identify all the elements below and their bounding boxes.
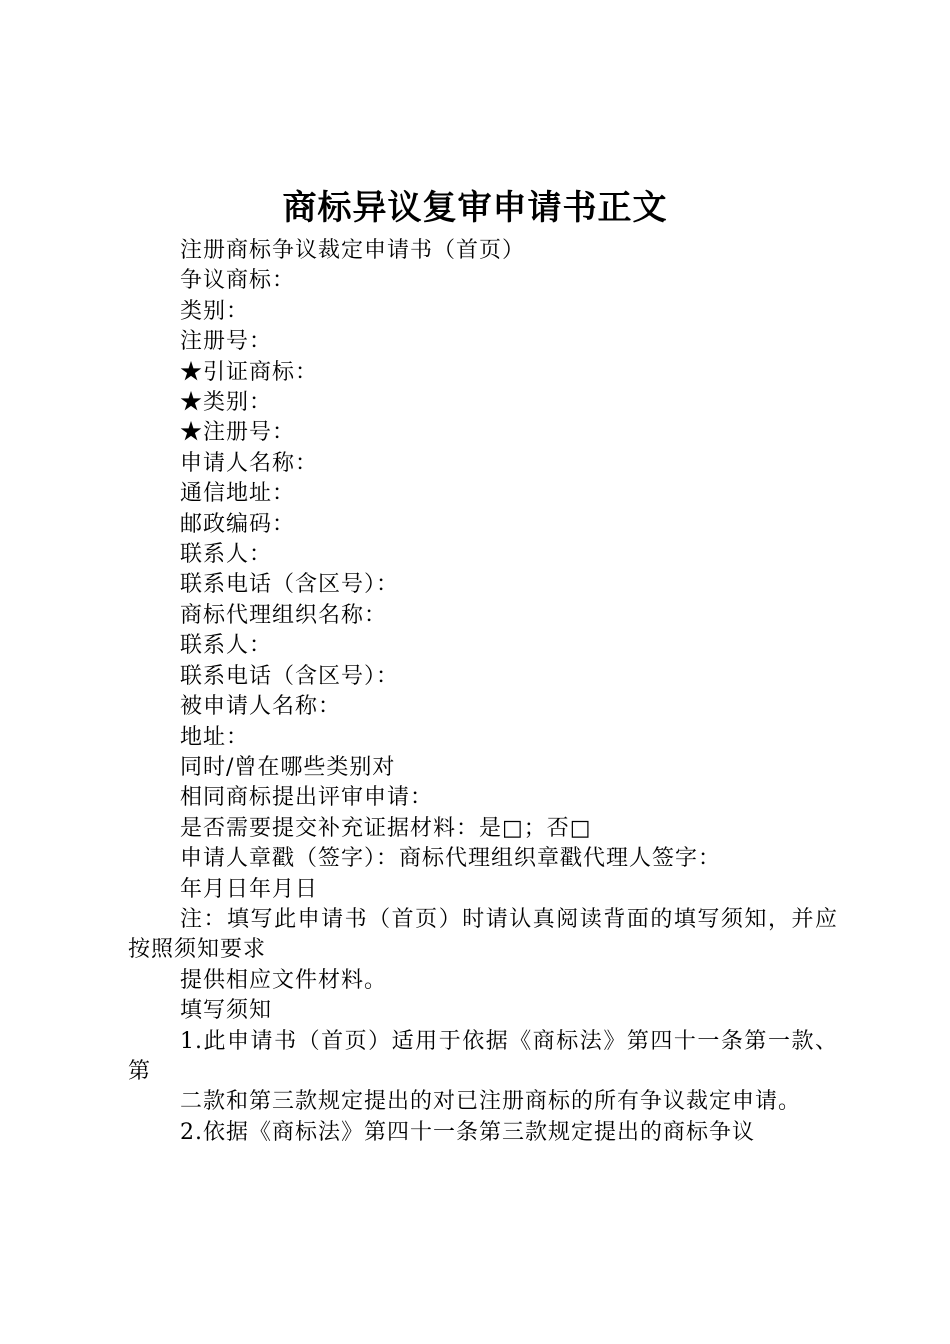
form-line: 类别： — [180, 298, 250, 324]
form-line: 商标代理组织名称： — [180, 602, 388, 628]
form-line: ★注册号： — [180, 420, 296, 446]
form-line: 联系电话（含区号）： — [180, 572, 400, 598]
form-line: 年月日年月日 — [180, 876, 319, 902]
document-title: 商标异议复审申请书正文 — [282, 188, 668, 228]
instruction-item-1-continued: 二款和第三款规定提出的对已注册商标的所有争议裁定申请。 — [180, 1089, 802, 1115]
instruction-item-1: 1.此申请书（首页）适用于依据《商标法》第四十一条第一款、第 — [128, 1028, 838, 1084]
form-line: 申请人名称： — [180, 450, 319, 476]
form-line: 邮政编码： — [180, 511, 296, 537]
form-line: 联系电话（含区号）： — [180, 663, 400, 689]
document-body — [128, 236, 838, 1148]
instructions-heading: 填写须知 — [180, 998, 273, 1024]
form-line: 申请人章戳（签字）：商标代理组织章戳代理人签字： — [180, 846, 722, 872]
form-line: 通信地址： — [180, 481, 296, 507]
form-line: 同时/曾在哪些类别对 — [180, 754, 396, 780]
form-line: 注册号： — [180, 329, 273, 355]
form-line: 是否需要提交补充证据材料：是□；否□ — [180, 815, 592, 841]
form-line: ★引证商标： — [180, 359, 319, 385]
form-line: 注册商标争议裁定申请书（首页） — [180, 238, 526, 263]
note-continuation: 提供相应文件材料。 — [180, 967, 388, 993]
form-line: 被申请人名称： — [180, 694, 342, 720]
form-line: 争议商标： — [180, 268, 296, 294]
form-line: 联系人： — [180, 542, 273, 568]
form-line: 地址： — [180, 724, 250, 750]
instruction-item-2: 2.依据《商标法》第四十一条第三款规定提出的商标争议 — [180, 1119, 755, 1145]
form-line: 联系人： — [180, 633, 273, 659]
note-paragraph: 注：填写此申请书（首页）时请认真阅读背面的填写须知，并应按照须知要求 — [128, 906, 838, 963]
form-line: 相同商标提出评审申请： — [180, 785, 434, 811]
form-line: ★类别： — [180, 390, 273, 416]
